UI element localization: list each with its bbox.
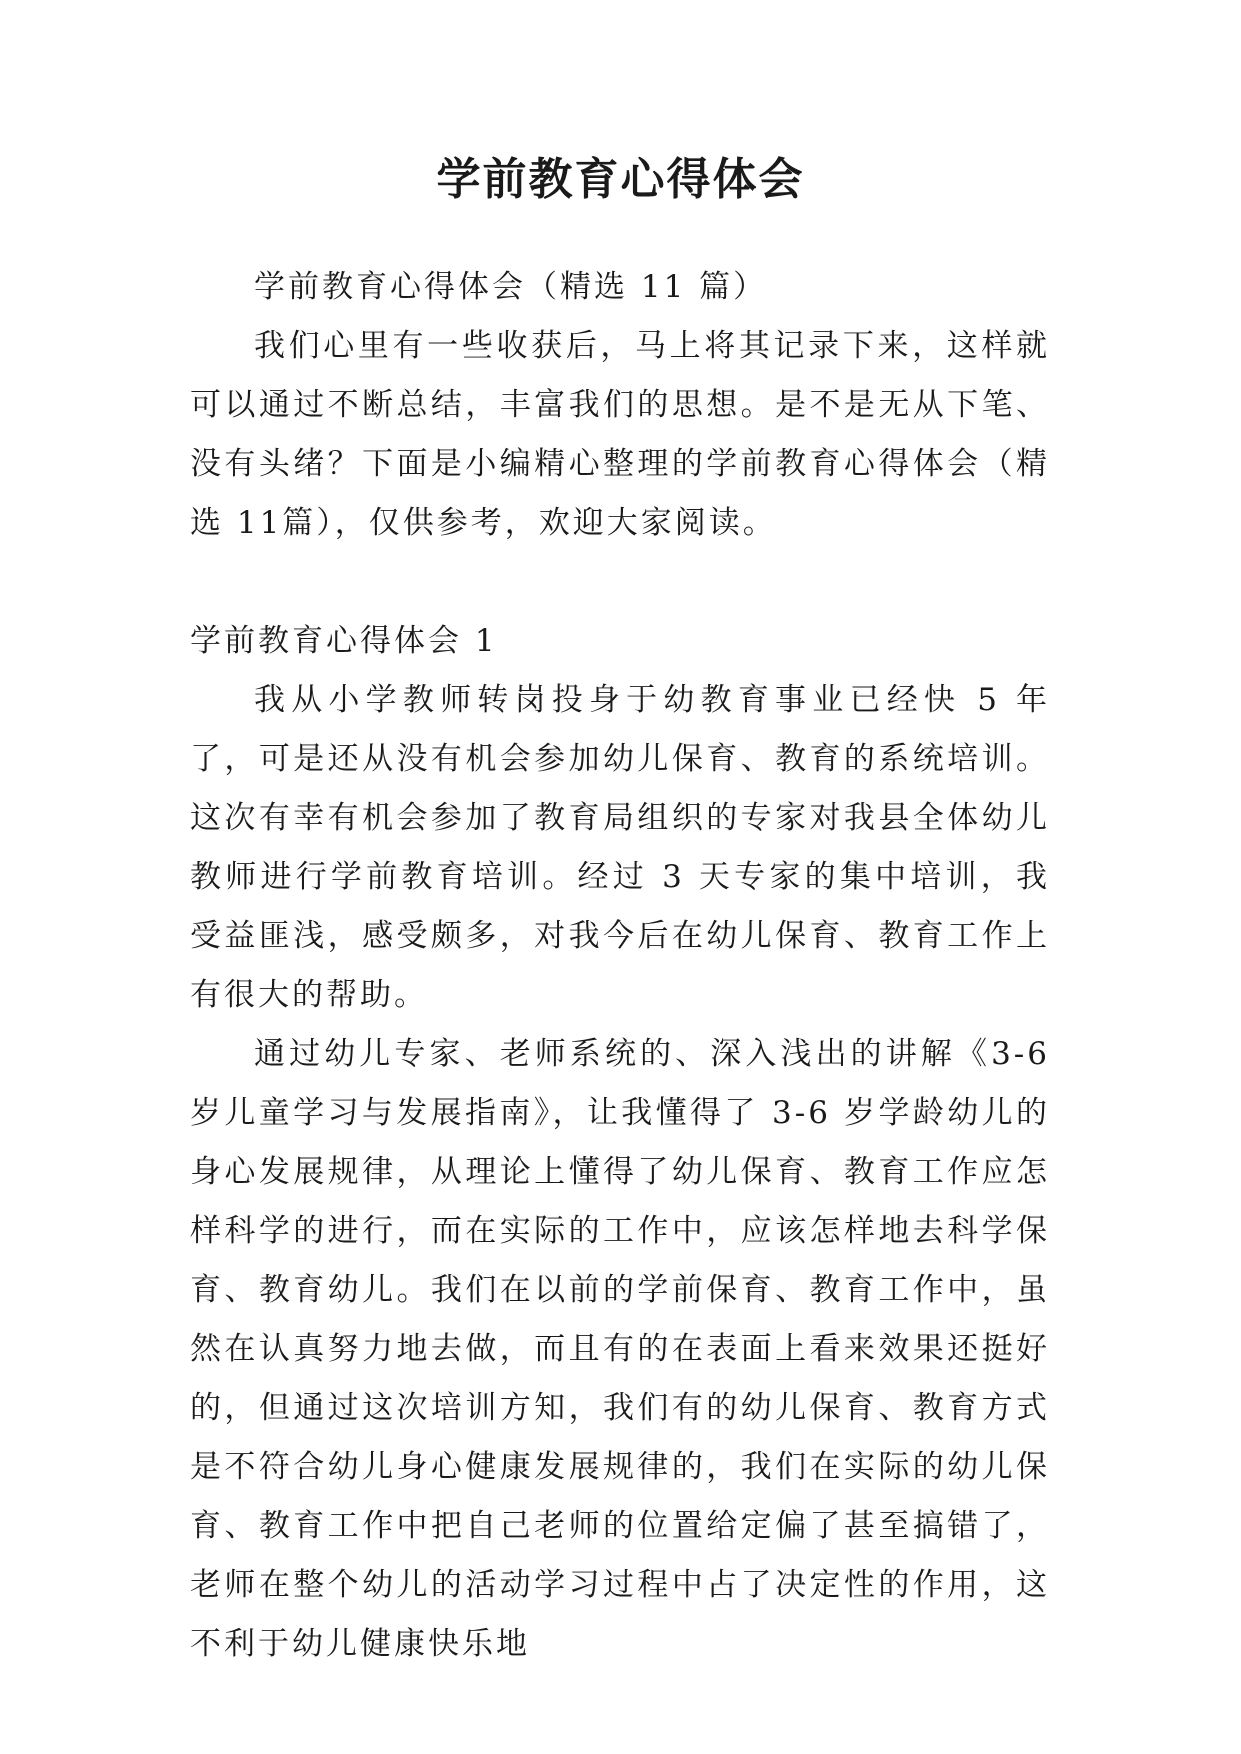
body-paragraph: 我从小学教师转岗投身于幼教育事业已经快 5 年了，可是还从没有机会参加幼儿保育、教育的系统培训。这次有幸有机会参加了教育局组织的专家对我县全体幼儿教师进行学前教育培训。经过 3 天专家的集中培训，我受益匪浅，感受颇多，对我今后在幼儿保育、教育工作上有很大的帮助。 xyxy=(190,682,1050,1013)
intro-paragraph: 我们心里有一些收获后，马上将其记录下来，这样就可以通过不断总结，丰富我们的思想。是不是无从下笔、没有头绪？下面是小编精心整理的学前教育心得体会（精选 11篇），仅供参考，欢迎大家阅读。 xyxy=(190,328,1050,541)
section-spacer xyxy=(190,553,1050,612)
document-body xyxy=(190,258,1050,1674)
document-subtitle: 学前教育心得体会（精选 11 篇） xyxy=(254,269,768,305)
section-heading: 学前教育心得体会 1 xyxy=(190,623,498,659)
body-paragraph: 通过幼儿专家、老师系统的、深入浅出的讲解《3-6 岁儿童学习与发展指南》，让我懂得了 3-6 岁学龄幼儿的身心发展规律，从理论上懂得了幼儿保育、教育工作应怎样科学的进行，而在实际的工作中，应该怎样地去科学保育、教育幼儿。我们在以前的学前保育、教育工作中，虽然在认真努力地去做，而且有的在表面上看来效果还挺好的，但通过这次培训方知，我们有的幼儿保育、教育方式是不符合幼儿身心健康发展规律的，我们在实际的幼儿保育、教育工作中把自己老师的位置给定偏了甚至搞错了，老师在整个幼儿的活动学习过程中占了决定性的作用，这不利于幼儿健康快乐地 xyxy=(190,1036,1050,1662)
document-title: 学前教育心得体会 xyxy=(436,154,805,205)
